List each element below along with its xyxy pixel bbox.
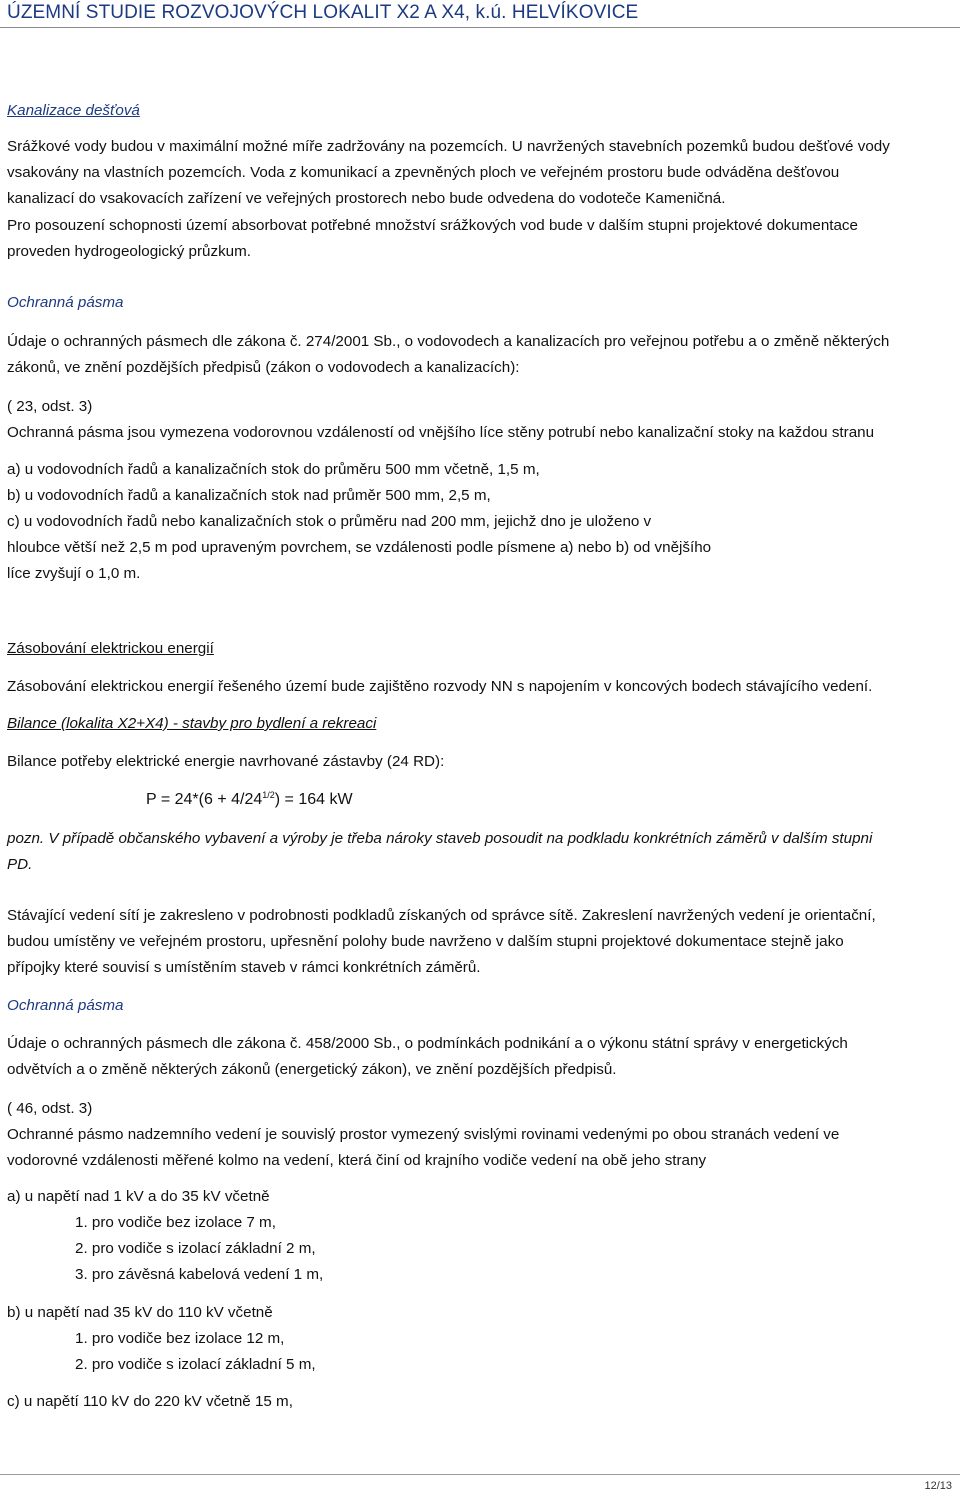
note-line: pozn. V případě občanského vybavení a výroby je třeba nároky staveb posoudit na podkladu konkrétních záměrů v dalším stupni [7, 830, 873, 847]
paragraph-line: přípojky které souvisí s umístěním staveb v rámci konkrétních záměrů. [7, 959, 481, 976]
paragraph-line: proveden hydrogeologický průzkum. [7, 243, 251, 260]
paragraph-line: Stávající vedení sítí je zakresleno v podrobnosti podkladů získaných od správce sítě. Zakreslení navržených vedení je orientační, [7, 907, 876, 924]
list-item: c) u napětí 110 kV do 220 kV včetně 15 m, [7, 1393, 293, 1410]
paragraph-line: zákonů, ve znění pozdějších předpisů (zákon o vodovodech a kanalizacích): [7, 359, 520, 376]
list-item: a) u napětí nad 1 kV a do 35 kV včetně [7, 1188, 270, 1205]
paragraph-line: vodorovné vzdálenosti měřené kolmo na vedení, která činí od krajního vodiče vedení na obě jeho strany [7, 1152, 707, 1169]
formula-result: ) = 164 kW [274, 791, 353, 808]
formula-main: P = 24*(6 + 4/24 [146, 791, 263, 808]
section-heading-electricity: Zásobování elektrickou energií [7, 640, 214, 657]
footer-divider [0, 1474, 960, 1475]
list-subitem: 2. pro vodiče s izolací základní 2 m, [75, 1240, 316, 1257]
section-heading-protection-zones: Ochranná pásma [7, 294, 124, 311]
paragraph-line: Údaje o ochranných pásmech dle zákona č. 458/2000 Sb., o podmínkách podnikání a o výkonu státní správy v energetických [7, 1035, 848, 1052]
paragraph-line: ( 46, odst. 3) [7, 1100, 93, 1117]
list-item: b) u napětí nad 35 kV do 110 kV včetně [7, 1304, 273, 1321]
paragraph-line: Ochranné pásmo nadzemního vedení je souvislý prostor vymezený svislými rovinami vedenými po obou stranách vedení ve [7, 1126, 840, 1143]
list-subitem: 3. pro závěsná kabelová vedení 1 m, [75, 1266, 324, 1283]
paragraph-line: Bilance potřeby elektrické energie navrhované zástavby (24 RD): [7, 753, 445, 770]
paragraph-line: Srážkové vody budou v maximální možné míře zadržovány na pozemcích. U navržených stavebních pozemků budou dešťové vody [7, 138, 890, 155]
paragraph-line: budou umístěny ve veřejném prostoru, upřesnění polohy bude navrženo v dalším stupni projektové dokumentace stejně jako [7, 933, 844, 950]
list-subitem: 1. pro vodiče bez izolace 12 m, [75, 1330, 285, 1347]
paragraph-line: odvětvích a o změně některých zákonů (energetický zákon), ve znění pozdějších předpisů. [7, 1061, 617, 1078]
paragraph-line: Ochranná pásma jsou vymezena vodorovnou vzdáleností od vnějšího líce stěny potrubí nebo kanalizační stoky na každou stranu [7, 424, 875, 441]
list-item: b) u vodovodních řadů a kanalizačních stok nad průměr 500 mm, 2,5 m, [7, 487, 491, 504]
paragraph-line: kanalizací do vsakovacích zařízení ve veřejných prostorech nebo bude odvedena do vodoteče Kameničná. [7, 190, 726, 207]
list-item: c) u vodovodních řadů nebo kanalizačních stok o průměru nad 200 mm, jejichž dno je uloženo v [7, 513, 652, 530]
section-heading-rainwater: Kanalizace dešťová [7, 102, 140, 119]
note-line: PD. [7, 856, 33, 873]
page-header [0, 0, 960, 28]
list-item-continued: líce zvyšují o 1,0 m. [7, 565, 141, 582]
power-formula [7, 787, 960, 813]
paragraph-line: vsakovány na vlastních pozemcích. Voda z komunikací a zpevněných ploch ve veřejném prostoru bude odváděna dešťovou [7, 164, 840, 181]
paragraph-line: Údaje o ochranných pásmech dle zákona č. 274/2001 Sb., o vodovodech a kanalizacích pro veřejnou potřebu a o změně některých [7, 333, 890, 350]
list-subitem: 1. pro vodiče bez izolace 7 m, [75, 1214, 276, 1231]
paragraph-line: ( 23, odst. 3) [7, 398, 93, 415]
paragraph-line: Pro posouzení schopnosti území absorbovat potřebné množství srážkových vod bude v dalším stupni projektové dokumentace [7, 217, 858, 234]
section-heading-protection-zones: Ochranná pásma [7, 997, 124, 1014]
subsection-heading-balance: Bilance (lokalita X2+X4) - stavby pro bydlení a rekreaci [7, 715, 377, 732]
list-item: a) u vodovodních řadů a kanalizačních stok do průměru 500 mm včetně, 1,5 m, [7, 461, 540, 478]
list-item-continued: hloubce větší než 2,5 m pod upraveným povrchem, se vzdálenosti podle písmene a) nebo b) od vnějšího [7, 539, 712, 556]
paragraph-line: Zásobování elektrickou energií řešeného území bude zajištěno rozvody NN s napojením v koncových bodech stávajícího vedení. [7, 678, 873, 695]
formula-exponent: 1/2 [262, 790, 275, 800]
list-subitem: 2. pro vodiče s izolací základní 5 m, [75, 1356, 316, 1373]
page-number: 12/13 [924, 1480, 952, 1492]
document-title: ÚZEMNÍ STUDIE ROZVOJOVÝCH LOKALIT X2 A X4, k.ú. HELVÍKOVICE [7, 2, 639, 23]
